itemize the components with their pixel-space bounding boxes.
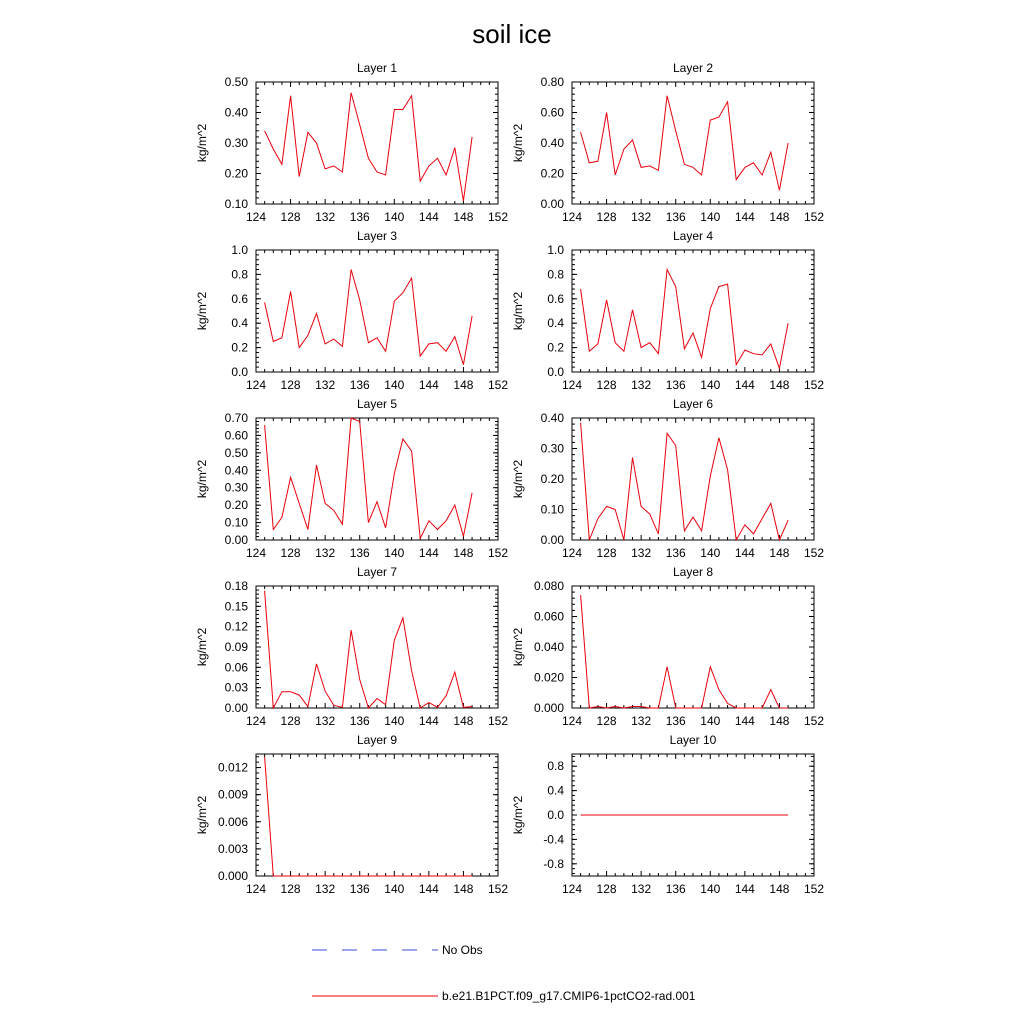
layer-6-y-tick-label: 0.00 [540, 533, 564, 547]
layer-9-x-tick-label: 132 [315, 882, 336, 896]
layer-5-x-tick-label: 148 [453, 546, 474, 560]
layer-6-x-tick-label: 140 [700, 546, 721, 560]
layer-5-y-tick-label: 0.70 [224, 411, 248, 425]
layer-7-series-line [265, 591, 473, 708]
layer-9-x-tick-label: 128 [280, 882, 301, 896]
layer-9-x-tick-label: 124 [245, 882, 267, 896]
layer-7-title: Layer 7 [356, 565, 398, 579]
layer-5-x-tick-label: 136 [349, 546, 370, 560]
layer-2-x-tick-label: 144 [734, 210, 755, 224]
layer-1-x-tick-label: 128 [280, 210, 301, 224]
layer-7-y-axis-label: kg/m^2 [195, 627, 209, 667]
panels [195, 61, 824, 896]
layer-8-x-tick-label: 148 [769, 714, 790, 728]
layer-7-y-tick-label: 0.09 [224, 640, 248, 654]
layer-5-y-axis-label: kg/m^2 [195, 459, 209, 499]
layer-6-x-tick-label: 152 [803, 546, 825, 560]
layer-10-x-tick-label: 140 [700, 882, 721, 896]
layer-10-title: Layer 10 [669, 733, 717, 747]
layer-5-y-tick-label: 0.40 [224, 463, 248, 478]
layer-4-x-tick-label: 140 [700, 378, 721, 392]
layer-7-y-tick-label: 0.15 [224, 599, 248, 614]
layer-5-y-tick-label: 0.00 [224, 533, 248, 547]
layer-2-y-tick-label: 0.60 [540, 105, 564, 120]
layer-4-y-tick-label: 0.6 [547, 291, 564, 306]
layer-6-x-tick-label: 124 [561, 546, 583, 560]
layer-10-y-tick-label: 0.8 [547, 759, 564, 774]
layer-7-y-tick-label: 0.18 [224, 579, 248, 593]
layer-4-x-tick-label: 124 [561, 378, 583, 392]
layer-9-y-tick-label: 0.009 [217, 787, 248, 802]
layer-1-x-tick-label: 132 [315, 210, 336, 224]
layer-1-x-tick-label: 124 [245, 210, 267, 224]
layer-1-panel [195, 61, 508, 224]
layer-3-y-tick-label: 0.2 [231, 340, 248, 355]
layer-5-x-tick-label: 152 [487, 546, 509, 560]
layer-2-y-tick-label: 0.80 [540, 75, 564, 89]
layer-9-x-tick-label: 144 [418, 882, 439, 896]
layer-9-plot-frame [256, 754, 498, 876]
layer-8-y-axis-label: kg/m^2 [511, 627, 525, 667]
layer-9-title: Layer 9 [356, 733, 398, 747]
layer-9-y-tick-label: 0.000 [217, 869, 248, 883]
layer-10-x-tick-label: 132 [631, 882, 652, 896]
layer-6-title: Layer 6 [672, 397, 714, 411]
layer-6-x-tick-label: 132 [631, 546, 652, 560]
layer-1-title: Layer 1 [356, 61, 398, 75]
layer-8-x-tick-label: 124 [561, 714, 583, 728]
layer-4-y-axis-label: kg/m^2 [511, 291, 525, 331]
layer-4-title: Layer 4 [672, 229, 714, 243]
layer-8-x-tick-label: 140 [700, 714, 721, 728]
layer-3-y-tick-label: 0.8 [231, 267, 248, 282]
layer-5-x-tick-label: 132 [315, 546, 336, 560]
layer-6-x-tick-label: 128 [596, 546, 617, 560]
layer-2-series-line [581, 96, 789, 191]
layer-2-y-axis-label: kg/m^2 [511, 123, 525, 163]
layer-3-x-tick-label: 128 [280, 378, 301, 392]
layer-3-x-tick-label: 152 [487, 378, 509, 392]
layer-8-x-tick-label: 144 [734, 714, 755, 728]
layer-5-plot-frame [256, 418, 498, 540]
layer-2-title: Layer 2 [672, 61, 714, 75]
layer-5-title: Layer 5 [356, 397, 398, 411]
layer-2-panel [511, 61, 824, 224]
layer-3-x-tick-label: 148 [453, 378, 474, 392]
layer-7-x-tick-label: 148 [453, 714, 474, 728]
layer-8-x-tick-label: 128 [596, 714, 617, 728]
layer-8-x-tick-label: 136 [665, 714, 686, 728]
layer-4-x-tick-label: 136 [665, 378, 686, 392]
layer-1-series-line [265, 93, 473, 201]
layer-10-y-tick-label: 0.4 [547, 783, 564, 798]
layer-5-x-tick-label: 144 [418, 546, 439, 560]
legend-label-model: b.e21.B1PCT.f09_g17.CMIP6-1pctCO2-rad.001 [442, 989, 696, 1003]
layer-5-y-tick-label: 0.10 [224, 515, 248, 530]
layer-6-x-tick-label: 148 [769, 546, 790, 560]
layer-1-y-tick-label: 0.50 [224, 75, 248, 89]
layer-9-panel [195, 733, 508, 896]
layer-6-y-tick-label: 0.30 [540, 441, 564, 456]
layer-1-y-tick-label: 0.20 [224, 166, 248, 181]
layer-10-x-tick-label: 128 [596, 882, 617, 896]
layer-3-x-tick-label: 132 [315, 378, 336, 392]
layer-7-y-tick-label: 0.03 [224, 680, 248, 695]
layer-9-y-tick-label: 0.012 [217, 760, 248, 775]
layer-8-y-tick-label: 0.020 [533, 670, 564, 685]
layer-7-plot-frame [256, 586, 498, 708]
layer-5-series-line [265, 418, 473, 538]
layer-6-series-line [581, 423, 789, 540]
layer-7-x-tick-label: 128 [280, 714, 301, 728]
layer-4-y-tick-label: 1.0 [547, 243, 564, 257]
layer-1-y-tick-label: 0.10 [224, 197, 248, 211]
layer-3-plot-frame [256, 250, 498, 372]
layer-7-y-tick-label: 0.12 [224, 619, 248, 634]
layer-4-plot-frame [572, 250, 814, 372]
layer-1-y-axis-label: kg/m^2 [195, 123, 209, 163]
layer-8-y-tick-label: 0.000 [533, 701, 564, 715]
layer-6-x-tick-label: 144 [734, 546, 755, 560]
layer-1-x-tick-label: 148 [453, 210, 474, 224]
layer-5-x-tick-label: 124 [245, 546, 267, 560]
layer-8-panel [511, 565, 824, 728]
figure-title: soil ice [472, 19, 552, 49]
layer-3-y-tick-label: 0.0 [231, 365, 248, 379]
layer-10-y-tick-label: 0.0 [547, 808, 564, 822]
layer-9-y-axis-label: kg/m^2 [195, 795, 209, 835]
layer-4-x-tick-label: 132 [631, 378, 652, 392]
layer-6-y-axis-label: kg/m^2 [511, 459, 525, 499]
layer-8-x-tick-label: 152 [803, 714, 825, 728]
layer-8-y-tick-label: 0.060 [533, 609, 564, 624]
layer-9-series-line [265, 757, 473, 876]
layer-10-x-tick-label: 124 [561, 882, 583, 896]
layer-1-y-tick-label: 0.30 [224, 136, 248, 150]
layer-2-x-tick-label: 148 [769, 210, 790, 224]
layer-4-x-tick-label: 144 [734, 378, 755, 392]
layer-10-x-tick-label: 144 [734, 882, 755, 896]
layer-3-y-axis-label: kg/m^2 [195, 291, 209, 331]
layer-7-x-tick-label: 140 [384, 714, 405, 728]
layer-2-x-tick-label: 152 [803, 210, 825, 224]
layer-6-y-tick-label: 0.20 [540, 472, 564, 486]
layer-3-y-tick-label: 1.0 [231, 243, 248, 257]
layer-1-x-tick-label: 136 [349, 210, 370, 224]
layer-9-x-tick-label: 152 [487, 882, 509, 896]
layer-4-x-tick-label: 128 [596, 378, 617, 392]
layer-9-x-tick-label: 136 [349, 882, 370, 896]
layer-10-x-tick-label: 152 [803, 882, 825, 896]
layer-4-y-tick-label: 0.4 [547, 316, 564, 331]
layer-4-y-tick-label: 0.0 [547, 365, 564, 379]
layer-6-y-tick-label: 0.40 [540, 411, 564, 425]
layer-6-x-tick-label: 136 [665, 546, 686, 560]
layer-10-panel [511, 733, 824, 896]
layer-1-y-tick-label: 0.40 [224, 105, 248, 120]
layer-10-y-tick-label: -0.8 [543, 856, 564, 871]
layer-7-y-tick-label: 0.06 [224, 660, 248, 675]
layer-2-x-tick-label: 140 [700, 210, 721, 224]
layer-7-x-tick-label: 144 [418, 714, 439, 728]
legend-label-no-obs: No Obs [442, 943, 483, 957]
layer-2-y-tick-label: 0.40 [540, 136, 564, 150]
layer-8-title: Layer 8 [672, 565, 714, 579]
layer-5-y-tick-label: 0.20 [224, 498, 248, 513]
layer-2-x-tick-label: 132 [631, 210, 652, 224]
layer-3-x-tick-label: 140 [384, 378, 405, 392]
layer-4-y-tick-label: 0.2 [547, 340, 564, 355]
layer-5-y-tick-label: 0.30 [224, 480, 248, 495]
layer-8-series-line [581, 595, 789, 708]
layer-3-x-tick-label: 136 [349, 378, 370, 392]
layer-2-x-tick-label: 128 [596, 210, 617, 224]
layer-5-x-tick-label: 128 [280, 546, 301, 560]
layer-8-y-tick-label: 0.080 [533, 579, 564, 593]
layer-2-plot-frame [572, 82, 814, 204]
layer-3-panel [195, 229, 508, 392]
layer-2-x-tick-label: 136 [665, 210, 686, 224]
layer-3-series-line [265, 270, 473, 365]
layer-3-y-tick-label: 0.6 [231, 291, 248, 306]
layer-4-panel [511, 229, 824, 392]
layer-6-plot-frame [572, 418, 814, 540]
layer-5-x-tick-label: 140 [384, 546, 405, 560]
layer-1-x-tick-label: 140 [384, 210, 405, 224]
layer-10-x-tick-label: 136 [665, 882, 686, 896]
layer-8-x-tick-label: 132 [631, 714, 652, 728]
layer-10-y-tick-label: -0.4 [543, 832, 564, 847]
layer-10-x-tick-label: 148 [769, 882, 790, 896]
layer-8-plot-frame [572, 586, 814, 708]
layer-6-panel [511, 397, 824, 560]
layer-9-x-tick-label: 148 [453, 882, 474, 896]
layer-9-y-tick-label: 0.006 [217, 814, 248, 829]
layer-3-y-tick-label: 0.4 [231, 316, 248, 331]
layer-10-y-axis-label: kg/m^2 [511, 795, 525, 835]
layer-7-x-tick-label: 136 [349, 714, 370, 728]
layer-4-x-tick-label: 152 [803, 378, 825, 392]
layer-1-x-tick-label: 152 [487, 210, 509, 224]
legend [312, 943, 696, 1003]
layer-3-x-tick-label: 124 [245, 378, 267, 392]
layer-9-y-tick-label: 0.003 [217, 841, 248, 856]
layer-1-x-tick-label: 144 [418, 210, 439, 224]
layer-2-y-tick-label: 0.20 [540, 166, 564, 181]
layer-4-y-tick-label: 0.8 [547, 267, 564, 282]
layer-2-x-tick-label: 124 [561, 210, 583, 224]
layer-5-panel [195, 397, 508, 560]
layer-5-y-tick-label: 0.50 [224, 445, 248, 460]
layer-1-plot-frame [256, 82, 498, 204]
layer-7-panel [195, 565, 508, 728]
layer-6-y-tick-label: 0.10 [540, 502, 564, 517]
layer-7-y-tick-label: 0.00 [224, 701, 248, 715]
layer-3-title: Layer 3 [356, 229, 398, 243]
layer-9-x-tick-label: 140 [384, 882, 405, 896]
layer-3-x-tick-label: 144 [418, 378, 439, 392]
layer-7-x-tick-label: 124 [245, 714, 267, 728]
layer-7-x-tick-label: 152 [487, 714, 509, 728]
layer-2-y-tick-label: 0.00 [540, 197, 564, 211]
layer-7-x-tick-label: 132 [315, 714, 336, 728]
layer-4-series-line [581, 270, 789, 369]
layer-4-x-tick-label: 148 [769, 378, 790, 392]
layer-8-y-tick-label: 0.040 [533, 640, 564, 654]
layer-5-y-tick-label: 0.60 [224, 428, 248, 443]
